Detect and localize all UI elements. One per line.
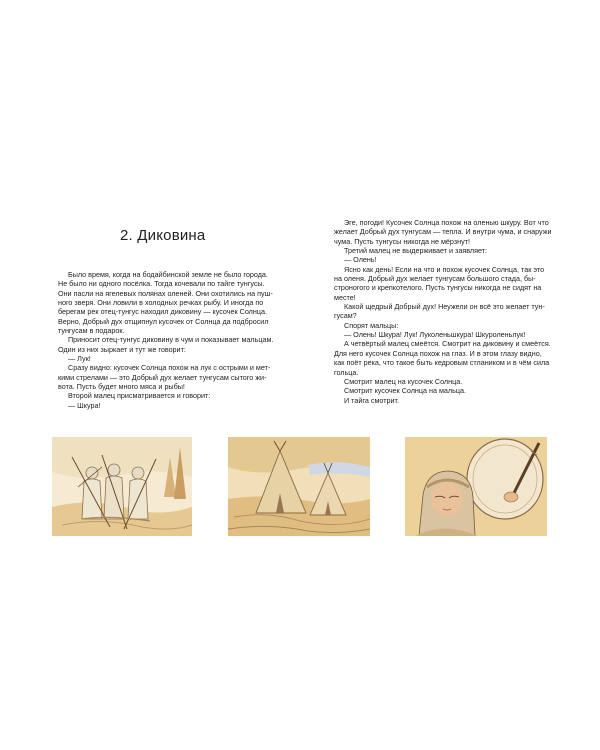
text-line: Ясно как день! Если на что и похож кусочек Солнца, так это bbox=[344, 264, 545, 274]
text-line: желает Добрый дух тунгусам — тепла. И внутри чума, и снаружи bbox=[334, 227, 552, 237]
text-line: ного зверя. Они ловили в холодных речках рыбу. И иногда по bbox=[58, 298, 264, 308]
text-line: как поёт река, что такое быть кедровым стлаником и в чём сила bbox=[334, 358, 550, 368]
text-line: гольца. bbox=[334, 367, 359, 377]
text-line: Какой щедрый Добрый дух! Неужели он всё это желает тун- bbox=[344, 302, 545, 312]
text-line: Они пасли на ягелевых полянах оленей. Они охотились на пуш- bbox=[58, 288, 273, 298]
text-line: Для него кусочек Солнца похож на глаз. И в этом глазу видно, bbox=[334, 348, 542, 358]
text-line: гусам? bbox=[334, 311, 357, 321]
hunters-with-spears-illustration bbox=[52, 437, 192, 536]
text-line: кими стрелами — это Добрый дух желает тунгусам сытого жи- bbox=[58, 372, 267, 382]
text-line: на оленя. Добрый дух желает тунгусам большого стада, бы- bbox=[334, 274, 536, 284]
left-text-column bbox=[58, 270, 278, 410]
text-line: Смотрит малец на кусочек Солнца. bbox=[344, 376, 463, 386]
text-line: вота. Пусть будет много мяса и рыбы! bbox=[58, 382, 185, 392]
right-text-column bbox=[334, 218, 556, 405]
text-line: Эге, погоди! Кусочек Солнца похож на оленью шкуру. Вот что bbox=[344, 218, 549, 227]
text-line: Третий малец не выдерживает и заявляет: bbox=[344, 246, 488, 256]
text-line: Приносит отец-тунгус диковину в чум и показывает мальцам. bbox=[68, 335, 274, 345]
text-line: А четвёртый малец смеётся. Смотрит на диковину и смеётся. bbox=[344, 339, 551, 349]
text-line: берегам рек отец-тунгус находил диковину — кусочек Солнца. bbox=[58, 307, 267, 317]
text-line: — Шкура! bbox=[68, 400, 101, 410]
text-line: Сразу видно: кусочек Солнца похож на лук с острыми и мет- bbox=[68, 363, 271, 373]
text-line: месте! bbox=[334, 292, 356, 302]
text-line: Второй малец присматривается и говорит: bbox=[68, 391, 211, 401]
text-line: — Олень! bbox=[344, 255, 377, 265]
text-line: Один из них зыркает и тут же говорит: bbox=[58, 344, 186, 354]
text-line: — Олень! Шкура! Лук! Луколеньшкура! Шкуроленьлук! bbox=[344, 330, 526, 340]
text-line: тунгусам в подарок. bbox=[58, 326, 125, 336]
text-line: Верно, Добрый дух отщипнул кусочек от Солнца да подбросил bbox=[58, 316, 269, 326]
text-line: Спорят мальцы: bbox=[344, 320, 399, 330]
text-line: Смотрит кусочек Солнца на мальца. bbox=[344, 386, 466, 396]
text-line: Было время, когда на бодайбинской земле не было города. bbox=[68, 270, 268, 279]
tents-camp-illustration bbox=[228, 437, 370, 536]
text-line: чума. Пусть тунгусы никогда не мёрзнут! bbox=[334, 236, 470, 246]
text-line: строногого и крепкотелого. Пусть тунгусы никогда не сидят на bbox=[334, 283, 542, 293]
text-line: Не было ни одного посёлка. Тогда кочевали по тайге тунгусы. bbox=[58, 279, 265, 289]
text-line: И тайга смотрит. bbox=[344, 395, 400, 405]
shaman-drum-illustration bbox=[405, 437, 547, 536]
text-line: — Лук! bbox=[68, 354, 91, 364]
chapter-title: 2. Диковина bbox=[120, 227, 206, 245]
